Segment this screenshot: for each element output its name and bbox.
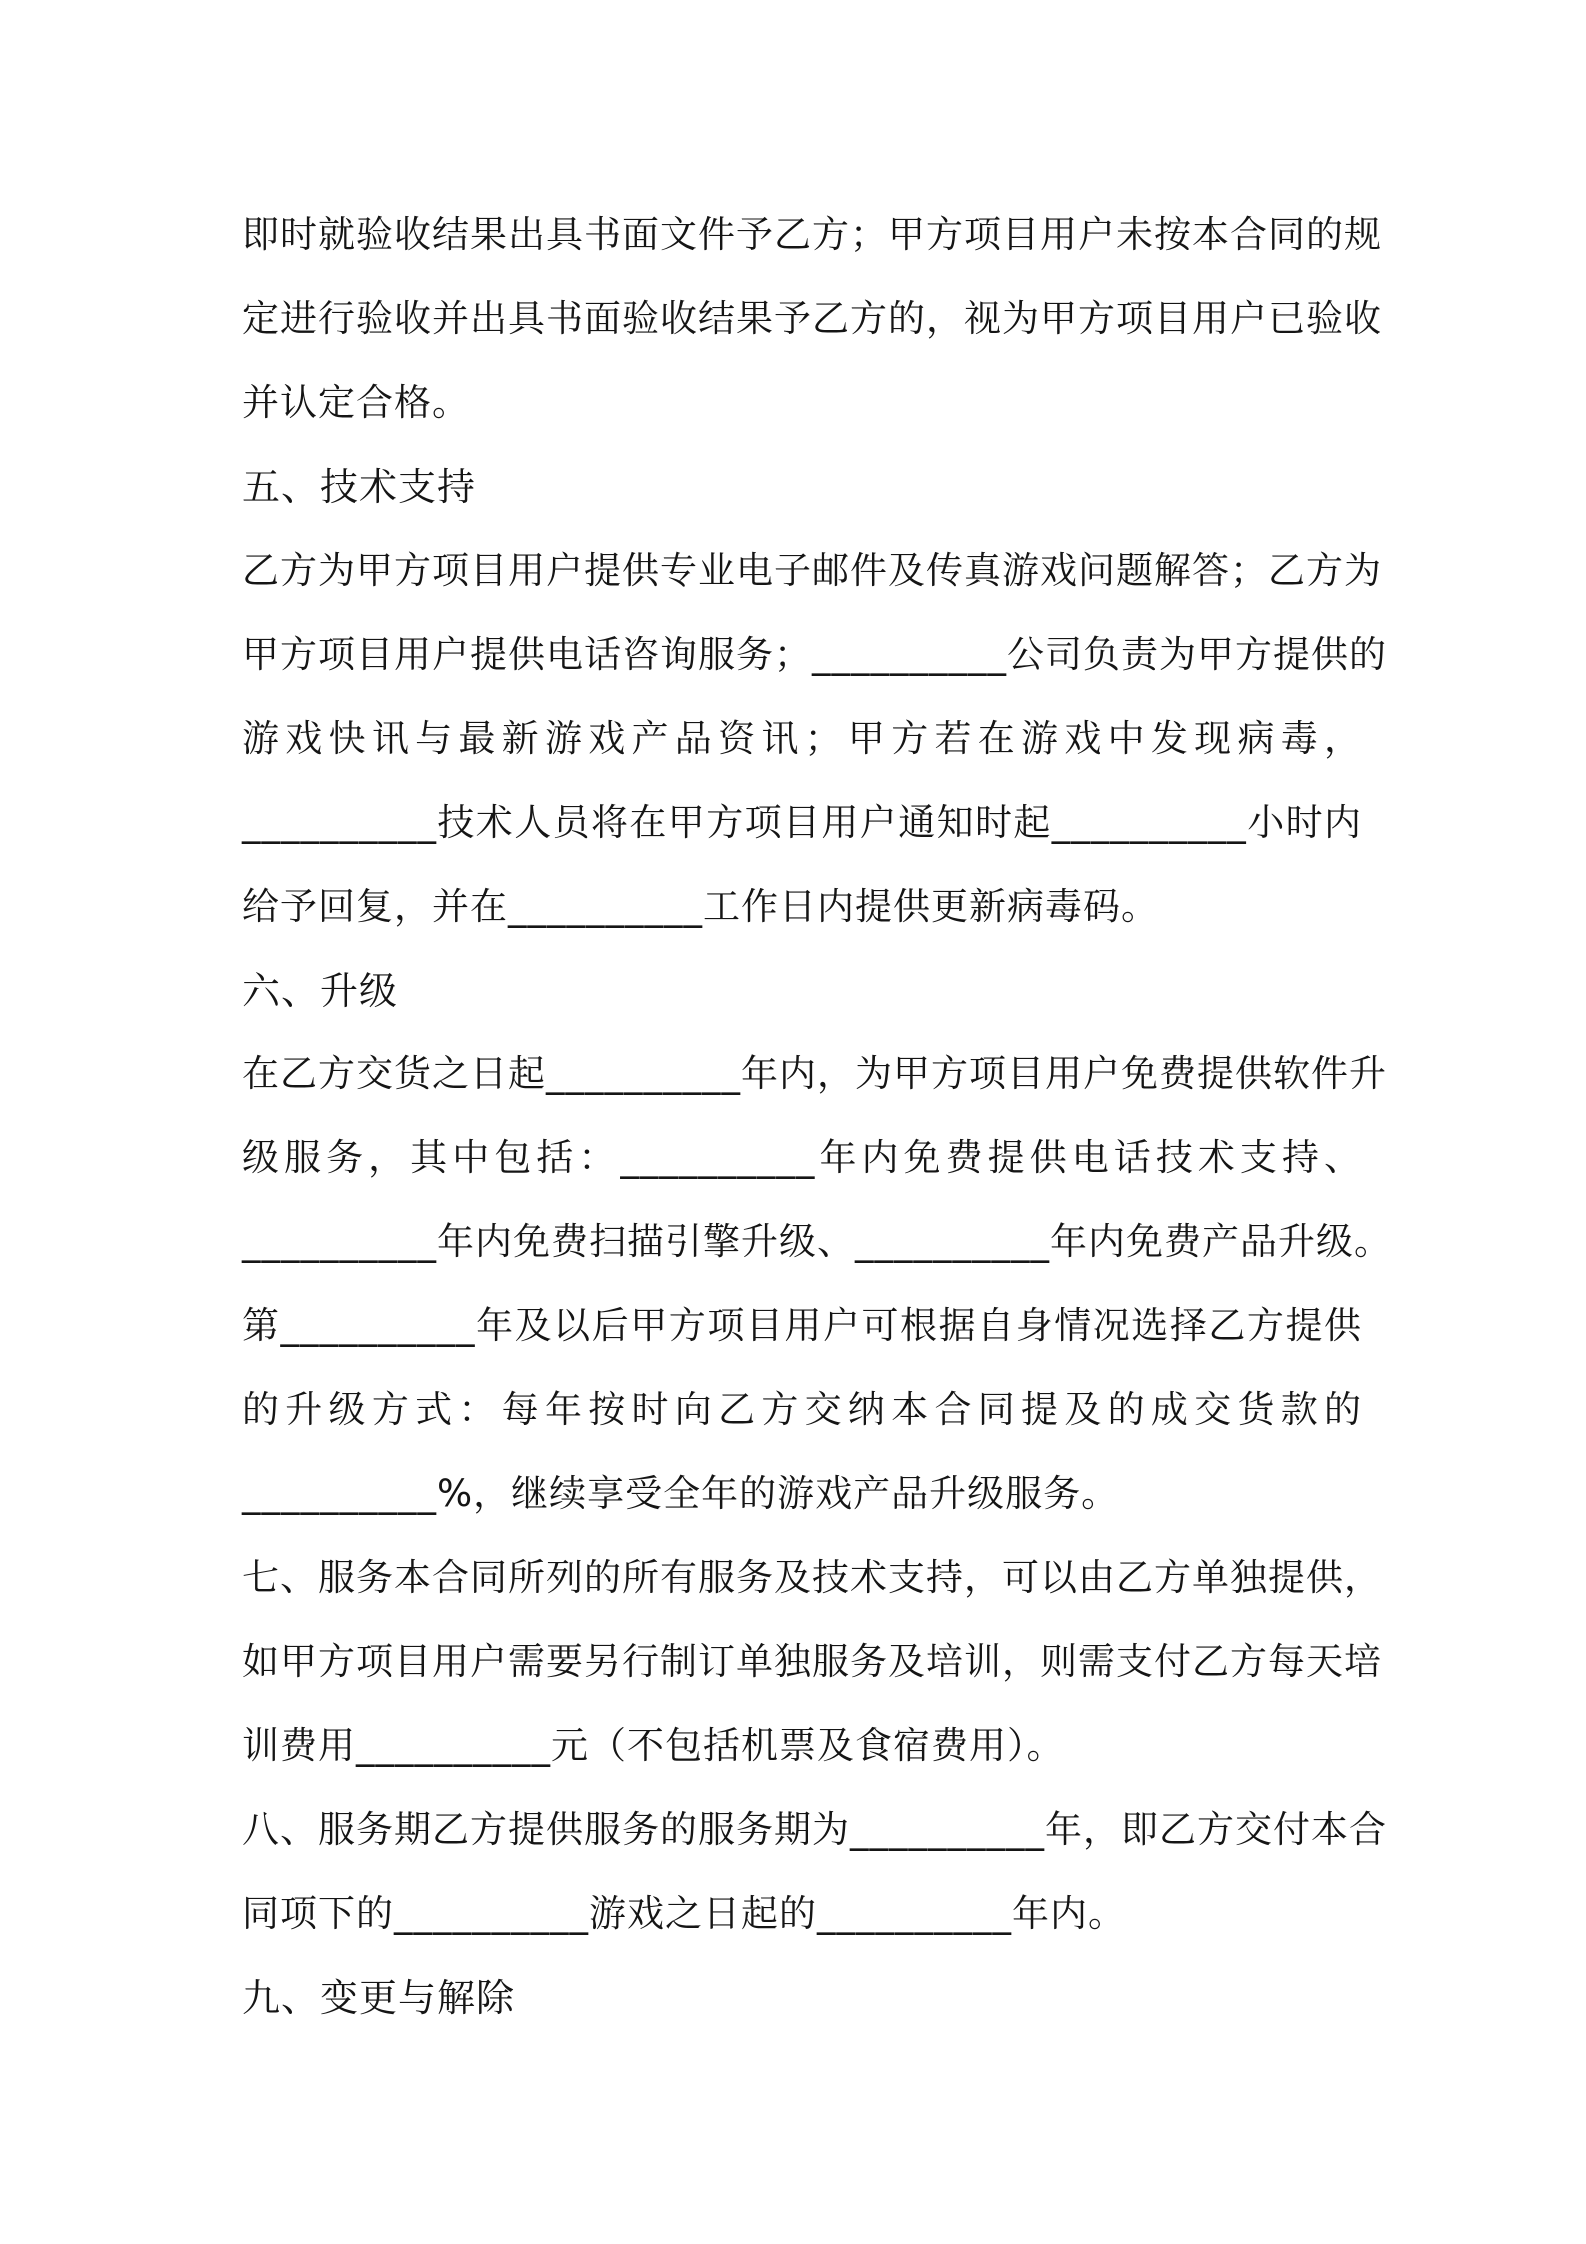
text-line: 给予回复，并在__________工作日内提供更新病毒码。 xyxy=(242,885,1159,928)
text-line: __________技术人员将在甲方项目用户通知时起__________小时内 xyxy=(242,801,1362,844)
text-line: 级服务，其中包括：__________年内免费提供电话技术支持、 xyxy=(242,1136,1362,1179)
text-line: 如甲方项目用户需要另行制订单独服务及培训，则需支付乙方每天培 xyxy=(242,1640,1382,1683)
text-line: 游戏快讯与最新游戏产品资讯；甲方若在游戏中发现病毒， xyxy=(242,717,1362,760)
text-line: 乙方为甲方项目用户提供专业电子邮件及传真游戏问题解答；乙方为 xyxy=(242,549,1382,592)
text-line: __________%，继续享受全年的游戏产品升级服务。 xyxy=(242,1472,1120,1515)
section-heading: 五、技术支持 xyxy=(242,465,477,509)
text-line: 即时就验收结果出具书面文件予乙方；甲方项目用户未按本合同的规 xyxy=(242,213,1382,256)
text-line: 第__________年及以后甲方项目用户可根据自身情况选择乙方提供 xyxy=(242,1304,1362,1347)
section-heading: 九、变更与解除 xyxy=(242,1976,516,2020)
text-line: 的升级方式：每年按时向乙方交纳本合同提及的成交货款的 xyxy=(242,1388,1362,1431)
text-line: 训费用__________元（不包括机票及食宿费用）。 xyxy=(242,1724,1065,1767)
text-line: 八、服务期乙方提供服务的服务期为__________年，即乙方交付本合 xyxy=(242,1808,1387,1851)
text-line: 同项下的__________游戏之日起的__________年内。 xyxy=(242,1892,1126,1935)
section-heading: 六、升级 xyxy=(242,969,399,1013)
text-line: 在乙方交货之日起__________年内，为甲方项目用户免费提供软件升 xyxy=(242,1052,1387,1095)
text-line: 甲方项目用户提供电话咨询服务；__________公司负责为甲方提供的 xyxy=(242,633,1387,676)
text-line: 并认定合格。 xyxy=(242,381,470,424)
text-line: 定进行验收并出具书面验收结果予乙方的，视为甲方项目用户已验收 xyxy=(242,297,1382,340)
text-line: 七、服务本合同所列的所有服务及技术支持，可以由乙方单独提供， xyxy=(242,1556,1382,1599)
text-line: __________年内免费扫描引擎升级、__________年内免费产品升级。 xyxy=(242,1220,1392,1263)
